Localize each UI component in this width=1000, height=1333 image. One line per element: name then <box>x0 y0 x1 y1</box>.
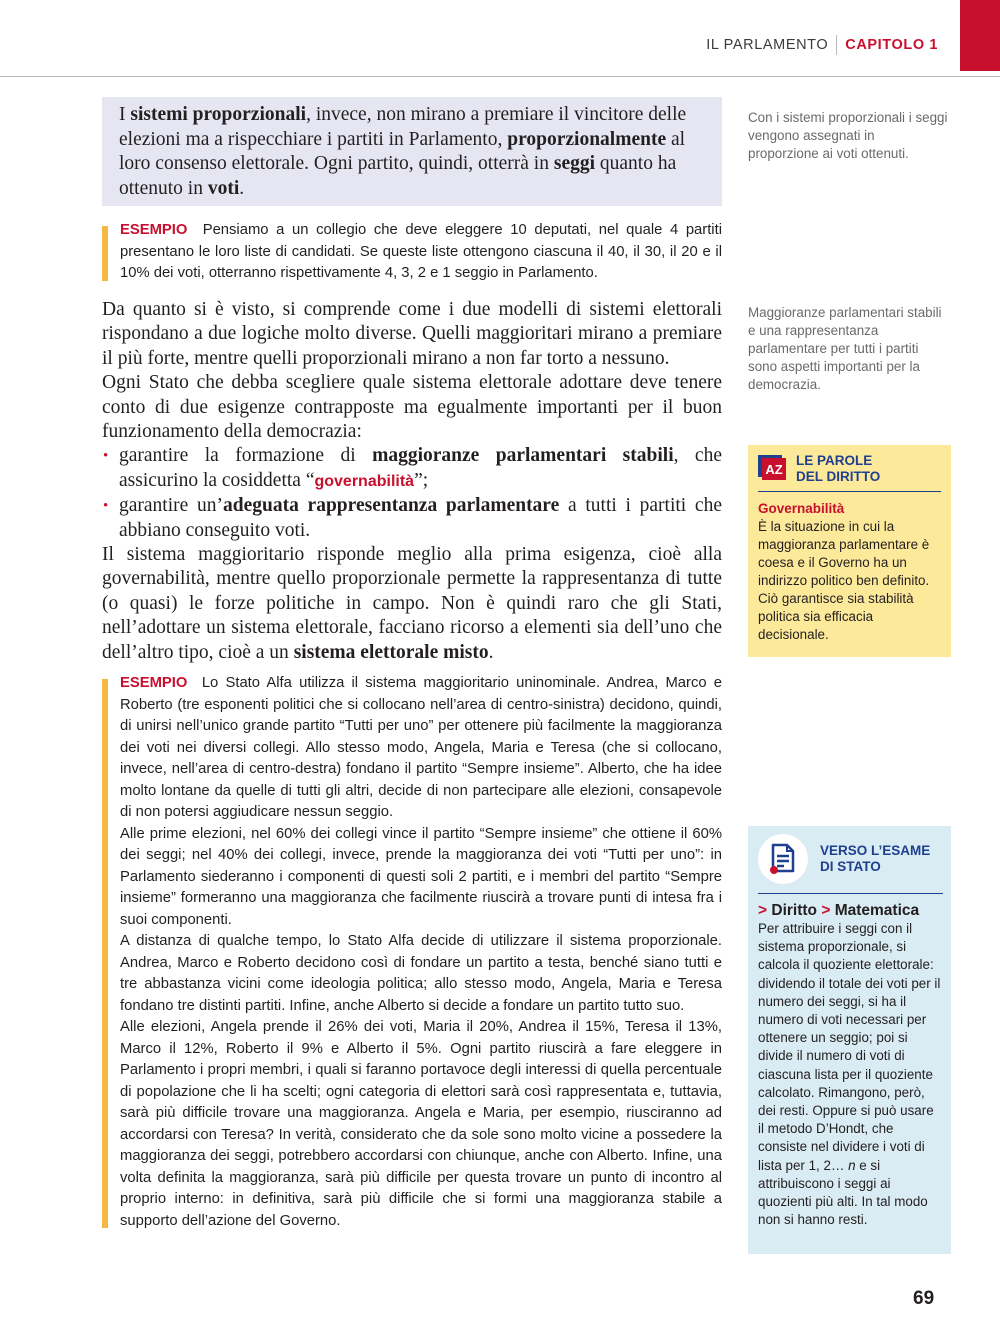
list-text: garantire la formazione di <box>119 445 373 467</box>
paragraph-bold: sistema elettorale misto <box>293 641 489 663</box>
paragraph-text: Il sistema maggioritario risponde meglio alla prima esigenza, cioè alla governabilità, mentre quello proporzionale permette la rappresentanza di tutte (o quasi) le forze politiche in campo. Non è quindi raro che gli Stati, nell’adottare un sistema elettorale, facciano ricorso a elementi sia dell’uno che dell’altro tipo, cioè a un <box>102 544 722 663</box>
list-item <box>102 494 722 543</box>
header-divider <box>836 35 837 55</box>
summary-text: , invece, non mirano a premiare il vincitore delle elezioni ma a rispecchiare i partiti in Parlamento, <box>119 104 687 150</box>
example-text: Pensiamo a un collegio che deve eleggere 10 deputati, nel quale 4 partiti presentano le loro liste di candidati. Se queste liste ottengono ciascuna il 40, il 30, il 20 e il 10% dei voti, otterranno rispettivamente 4, 3, 2 e 1 seggio in Parlamento. <box>120 222 722 281</box>
bullet-icon: • <box>103 448 109 465</box>
summary-bold: sistemi proporzionali <box>130 104 307 125</box>
glossary-term-link[interactable]: governabilità <box>314 472 415 490</box>
body-paragraph: Ogni Stato che debba scegliere quale sistema elettorale adottare deve tenere conto di due esigenze contrapposte ma egualmente importanti per il buon funzionamento della democrazia: <box>102 372 722 443</box>
exam-header <box>758 834 943 894</box>
chevron-right-icon: > <box>821 902 831 919</box>
margin-note: Con i sistemi proporzionali i seggi vengono assegnati in proporzione ai voti ottenuti. <box>748 110 948 161</box>
example-paragraph: A distanza di qualche tempo, lo Stato Alfa decide di utilizzare il sistema proporzionale. Andrea, Marco e Roberto decidono così di fondare un partito a testa, benché siano tutti e tre abbastanza vicini come ideologia politica; allo stesso modo, Angela, Maria e Teresa fondano tre distinti partiti. Infine, anche Alberto si decide a fondare un partito tutto suo. <box>120 933 722 1014</box>
glossary-title-line: DEL DIRITTO <box>796 469 881 484</box>
summary-text: al loro consenso elettorale. Ogni partito, quindi, otterrà in <box>119 128 686 174</box>
glossary-title-line: LE PAROLE <box>796 453 873 468</box>
az-badge-icon: AZ <box>762 458 786 480</box>
glossary-box <box>748 445 951 657</box>
margin-note: Maggioranze parlamentari stabili e una rappresentanza parlamentare per tutti i partiti sono aspetti importanti per la democrazia. <box>748 305 942 392</box>
header-rule <box>0 76 1000 77</box>
requirements-list <box>102 444 722 543</box>
summary-box <box>102 97 722 206</box>
example-paragraph <box>120 673 722 824</box>
glossary-title <box>796 453 880 485</box>
list-bold: adeguata rappresentanza parlamentare <box>223 495 560 517</box>
main-body <box>102 298 722 665</box>
bullet-icon: • <box>103 498 109 515</box>
exam-title <box>820 843 930 875</box>
list-text: ”; <box>414 469 429 491</box>
exam-title-line: VERSO L’ESAME <box>820 843 931 858</box>
example-paragraph: Alle elezioni, Angela prende il 26% dei voti, Maria il 20%, Andrea il 15%, Teresa il 13%, Marco il 12%, Roberto il 9% e Alberto il 5%. Ogni partito riuscirà a fare eleggere in Parlamento i propri membri, i quali si faranno portavoce degli interessi di quella percentuale di popolazione che li ha scelti; ogni categoria di elettori sarà così rappresentata e, tuttavia, sarà più difficile trovare una maggioranza. Angela e Maria, per esempio, riusciranno ad accordarsi con Teresa? In verità, considerato che da sole sono molto vicine a possedere la maggioranza dei seggi, potrebbero accordarsi con chiunque, anche con Alberto. Infine, una volta definita la maggioranza, sarà più difficile per questa trovare un punto di incontro al proprio interno: in definitiva, sarà più difficile che si formi una maggioranza stabile a supporto dell’azione del Governo. <box>120 1019 722 1229</box>
list-bold: maggioranze parlamentari stabili <box>372 445 674 467</box>
summary-text: quanto ha ottenuto in <box>119 153 677 199</box>
exam-text-italic: n <box>848 1157 856 1173</box>
glossary-term: Governabilità <box>758 501 845 516</box>
exam-title-line: DI STATO <box>820 859 881 874</box>
glossary-header <box>758 453 941 492</box>
summary-text: I <box>119 104 131 125</box>
example-text: Lo Stato Alfa utilizza il sistema maggioritario uninominale. Andrea, Marco e Roberto (tre esponenti politici che si collocano nell’area di centro-sinistra) decidono, quindi, di unirsi nell’unico grande partito “Tutti per uno” per ottenere più facilmente la maggioranza dei voti nei diversi collegi. Allo stesso modo, Angela, Maria e Teresa (che si collocano, invece, nell’area di centro-destra) fondano il partito “Sempre insieme”. Alberto, che ha idee molto lontane da quelle di tutti gli altri, decide di non partecipare alle elezioni, consapevole di non potersi aggiudicare nessun seggio. <box>120 675 722 820</box>
summary-text: . <box>239 177 245 199</box>
body-paragraph: Da quanto si è visto, si comprende come i due modelli di sistemi elettorali rispondano a due logiche molto diverse. Quelli maggioritari mirano a premiare il più forte, mentre quelli proporzionali mirano a non far torto a nessuno. <box>102 299 722 369</box>
chapter-color-tab <box>960 0 1000 71</box>
glossary-definition: È la situazione in cui la maggioranza parlamentare è coesa e il Governo ha un indirizzo politico ben definito. Ciò garantisce sia stabilità politica sia efficacia decisionale. <box>758 519 930 642</box>
summary-bold: seggi <box>553 153 596 174</box>
example-paragraph: Alle prime elezioni, nel 60% dei collegi vince il partito “Sempre insieme” che ottiene il 60% dei seggi; nel 40% dei collegi, invece, prende la maggioranza dei voti “Tutti per uno”: in Parlamento siederanno i componenti di questi soli 2 partiti, e i membri del partito “Sempre insieme” formeranno una maggioranza che facilmente riuscirà a trovare punti di intesa fra i suoi componenti. <box>120 825 722 928</box>
paragraph-text: . <box>488 641 494 663</box>
running-header <box>706 35 938 55</box>
page-number: 69 <box>913 1288 935 1309</box>
exam-text-part: Per attribuire i seggi con il sistema proporzionale, si calcola il quoziente elettorale: dividendo il totale dei voti per il numero dei seggi, si ha il numero di voti necessari per ottenere un seggio; poi si divide il numero di voti di ciascuna lista per il quoziente calcolato. Rimangono, però, dei resti. Oppure si può usare il metodo D’Hondt, che consiste nel dividere i voti di lista per 1, 2… <box>758 921 941 1173</box>
exam-text-part: e si attribuiscono i seggi ai quozienti più alti. In tal modo non si hanno resti. <box>758 1157 928 1228</box>
summary-bold: voti <box>207 177 240 199</box>
chapter-label: CAPITOLO 1 <box>845 37 938 53</box>
list-text: garantire un’ <box>119 495 223 517</box>
exam-text <box>758 920 943 1229</box>
list-text: a tutti i partiti che abbiano conseguito voti. <box>119 495 722 541</box>
summary-bold: proporzionalmente <box>507 128 667 150</box>
list-text: , che assicurino la cosiddetta “ <box>119 445 722 491</box>
document-icon <box>758 834 808 884</box>
example-label: ESEMPIO <box>120 222 188 238</box>
example-box-2 <box>102 673 722 1232</box>
section-title: IL PARLAMENTO <box>706 37 829 53</box>
chevron-right-icon: > <box>758 902 768 919</box>
example-box-1 <box>102 220 722 285</box>
subject-label: Matematica <box>834 902 920 919</box>
subject-label: Diritto <box>771 902 818 919</box>
example-label: ESEMPIO <box>120 675 188 691</box>
body-paragraph <box>102 543 722 665</box>
exam-box <box>748 826 951 1254</box>
list-item <box>102 444 722 494</box>
exam-subjects <box>758 901 943 920</box>
